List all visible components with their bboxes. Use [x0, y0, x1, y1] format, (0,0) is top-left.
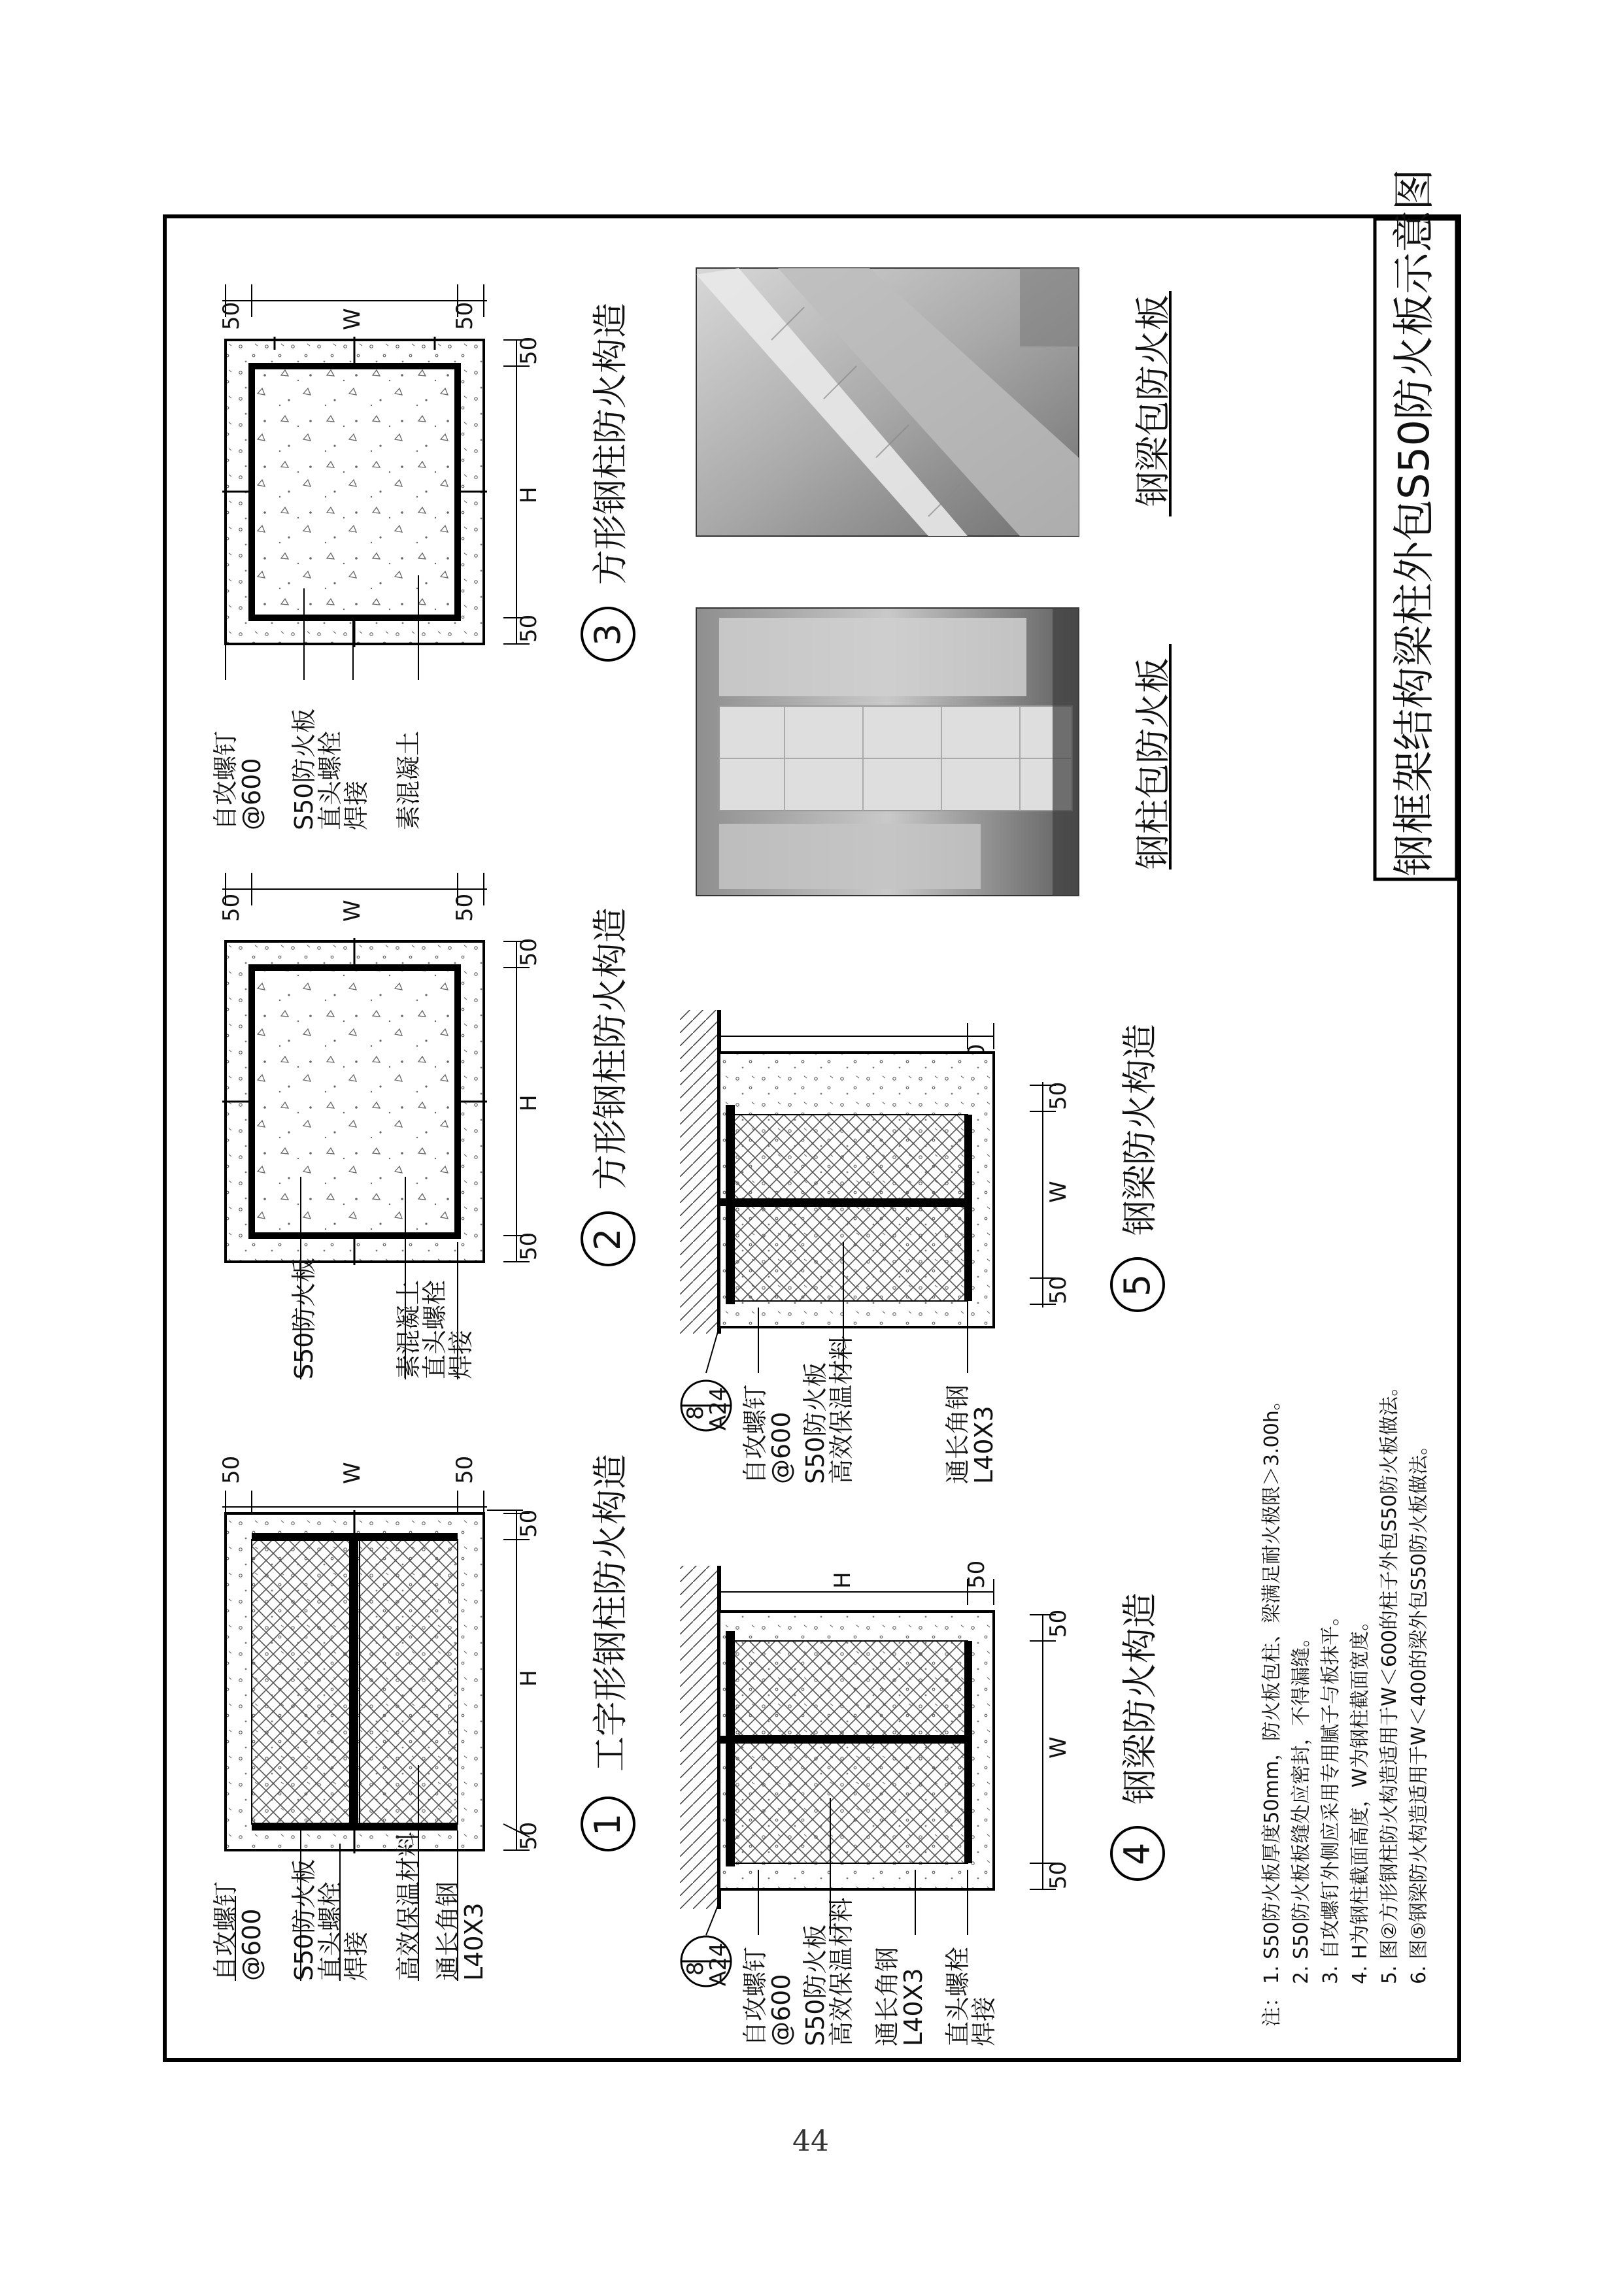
dim-50-left: 50 [218, 1455, 245, 1484]
dim-50-left: 50 [218, 893, 245, 922]
dim-50-top: 50 [516, 1509, 542, 1538]
label-welding: 焊接 [342, 780, 371, 830]
label-self-tapping-screw: 自攻螺钉 [211, 1881, 240, 1981]
reference-sheet-top: 8 [683, 1406, 709, 1420]
label-straight-bolt: 直头螺栓 [420, 1279, 449, 1379]
label-self-tapping-screw: 自攻螺钉 [741, 1384, 769, 1484]
label-self-tapping-screw: 自攻螺钉 [211, 730, 240, 830]
detail-title: 方形钢柱防火构造 [590, 303, 631, 585]
label-insulation: 高效保温材料 [827, 1897, 856, 2046]
note-2: 2. S50防火板板缝处应密封，不得漏缝。 [1290, 1627, 1313, 1984]
dim-w: W [1045, 1181, 1072, 1203]
label-welding: 焊接 [342, 1931, 371, 1981]
detail-number: 2 [587, 1228, 628, 1251]
dim-w: W [339, 900, 365, 922]
label-s50-board: S50防火板 [801, 1924, 830, 2046]
detail-title: 钢梁防火构造 [1119, 1593, 1160, 1804]
dim-50-right: 50 [452, 893, 478, 922]
dim-w: W [1045, 1736, 1072, 1759]
page-number: 44 [792, 2125, 829, 2158]
dim-50-top: 50 [1045, 1081, 1072, 1110]
detail-1-i-column [211, 1454, 634, 1981]
label-l40x3: L40X3 [970, 1406, 998, 1484]
detail-number: 5 [1117, 1274, 1158, 1296]
dim-h: H [516, 486, 542, 503]
dim-50-top: 50 [516, 336, 542, 365]
dim-50-top: 50 [1045, 1609, 1072, 1638]
reference-sheet-top: 8 [683, 1961, 709, 1976]
title-block [1375, 169, 1457, 879]
detail-title: 工字形钢柱防火构造 [590, 1454, 631, 1772]
detail-4-steel-beam [680, 1561, 1164, 2046]
dim-50-top: 50 [516, 937, 542, 966]
notes [1260, 1377, 1430, 2027]
dim-50-right: 50 [964, 1560, 990, 1589]
label-plain-concrete: 素混凝土 [394, 730, 423, 830]
detail-number: 3 [587, 623, 628, 646]
reference-sheet-bottom: A24 [705, 1387, 732, 1430]
dim-50-bottom: 50 [516, 1232, 542, 1260]
photo-column-caption: 钢柱包防火板 [1132, 658, 1174, 869]
photo-beam-fireboard [696, 268, 1079, 536]
label-s50-board: S50防火板 [290, 1859, 318, 1981]
detail-2-square-column [218, 873, 634, 1379]
dim-50-right: 50 [452, 301, 478, 330]
label-insulation: 高效保温材料 [827, 1334, 856, 1484]
label-welding: 焊接 [447, 1329, 475, 1379]
label-straight-bolt: 直头螺栓 [316, 1881, 345, 1981]
dim-h: H [516, 1670, 542, 1687]
dim-h: H [830, 1572, 856, 1589]
dim-50-bottom: 50 [1045, 1275, 1072, 1304]
label-plain-concrete: 素混凝土 [394, 1279, 423, 1379]
dim-w: W [339, 1462, 365, 1484]
detail-3-square-column [211, 284, 634, 830]
label-angle-steel: 通长角钢 [433, 1881, 462, 1981]
label-l40x3: L40X3 [899, 1968, 928, 2046]
label-s50-board: S50防火板 [290, 708, 318, 830]
label-straight-bolt: 直头螺栓 [316, 730, 345, 830]
label-spacing: @600 [767, 1974, 796, 2046]
note-6: 6. 图⑤钢梁防火构造适用于W＜400的梁外包S50防火板做法。 [1408, 1435, 1430, 1984]
detail-title: 钢梁防火构造 [1119, 1024, 1160, 1236]
note-3: 3. 自攻螺钉外侧应采用专用腻子与板抹平。 [1319, 1606, 1342, 1984]
dim-h: H [516, 1094, 542, 1111]
notes-prefix: 注： [1260, 1987, 1283, 2027]
dim-w: W [339, 308, 365, 330]
label-s50-board: S50防火板 [290, 1257, 318, 1379]
dim-50-bottom: 50 [516, 1821, 542, 1850]
dim-50-bottom: 50 [1045, 1861, 1072, 1889]
dim-50-left: 50 [218, 301, 245, 330]
detail-number: 1 [587, 1813, 628, 1836]
label-welding: 焊接 [970, 1996, 998, 2046]
photo-beam-caption: 钢梁包防火板 [1132, 295, 1174, 507]
label-straight-bolt: 直头螺栓 [943, 1946, 972, 2046]
detail-number: 4 [1117, 1842, 1158, 1865]
reference-sheet-bottom: A24 [705, 1942, 732, 1986]
label-l40x3: L40X3 [460, 1902, 488, 1981]
label-self-tapping-screw: 自攻螺钉 [741, 1946, 769, 2046]
note-1: 1. S50防火板厚度50mm，防火板包柱、梁满足耐火极限＞3.00h。 [1260, 1391, 1283, 1984]
label-spacing: @600 [237, 758, 266, 830]
dim-50-bottom: 50 [516, 614, 542, 643]
label-spacing: @600 [767, 1411, 796, 1484]
label-s50-board: S50防火板 [801, 1362, 830, 1484]
photo-column-fireboard [696, 608, 1079, 896]
label-insulation: 高效保温材料 [394, 1831, 423, 1981]
detail-5-steel-beam [680, 1010, 1164, 1484]
note-4: 4. H为钢柱截面高度，W为钢柱截面宽度。 [1349, 1611, 1372, 1984]
detail-title: 方形钢柱防火构造 [590, 907, 631, 1190]
note-5: 5. 图②方形钢柱防火构造适用于W＜600的柱子外包S50防火板做法。 [1378, 1376, 1401, 1984]
label-spacing: @600 [237, 1908, 266, 1981]
sheet-title: 钢框架结构梁柱外包S50防火板示意图 [1391, 168, 1439, 876]
label-angle-steel: 通长角钢 [943, 1384, 972, 1484]
dim-50-right: 50 [452, 1455, 478, 1484]
label-angle-steel: 通长角钢 [873, 1946, 902, 2046]
